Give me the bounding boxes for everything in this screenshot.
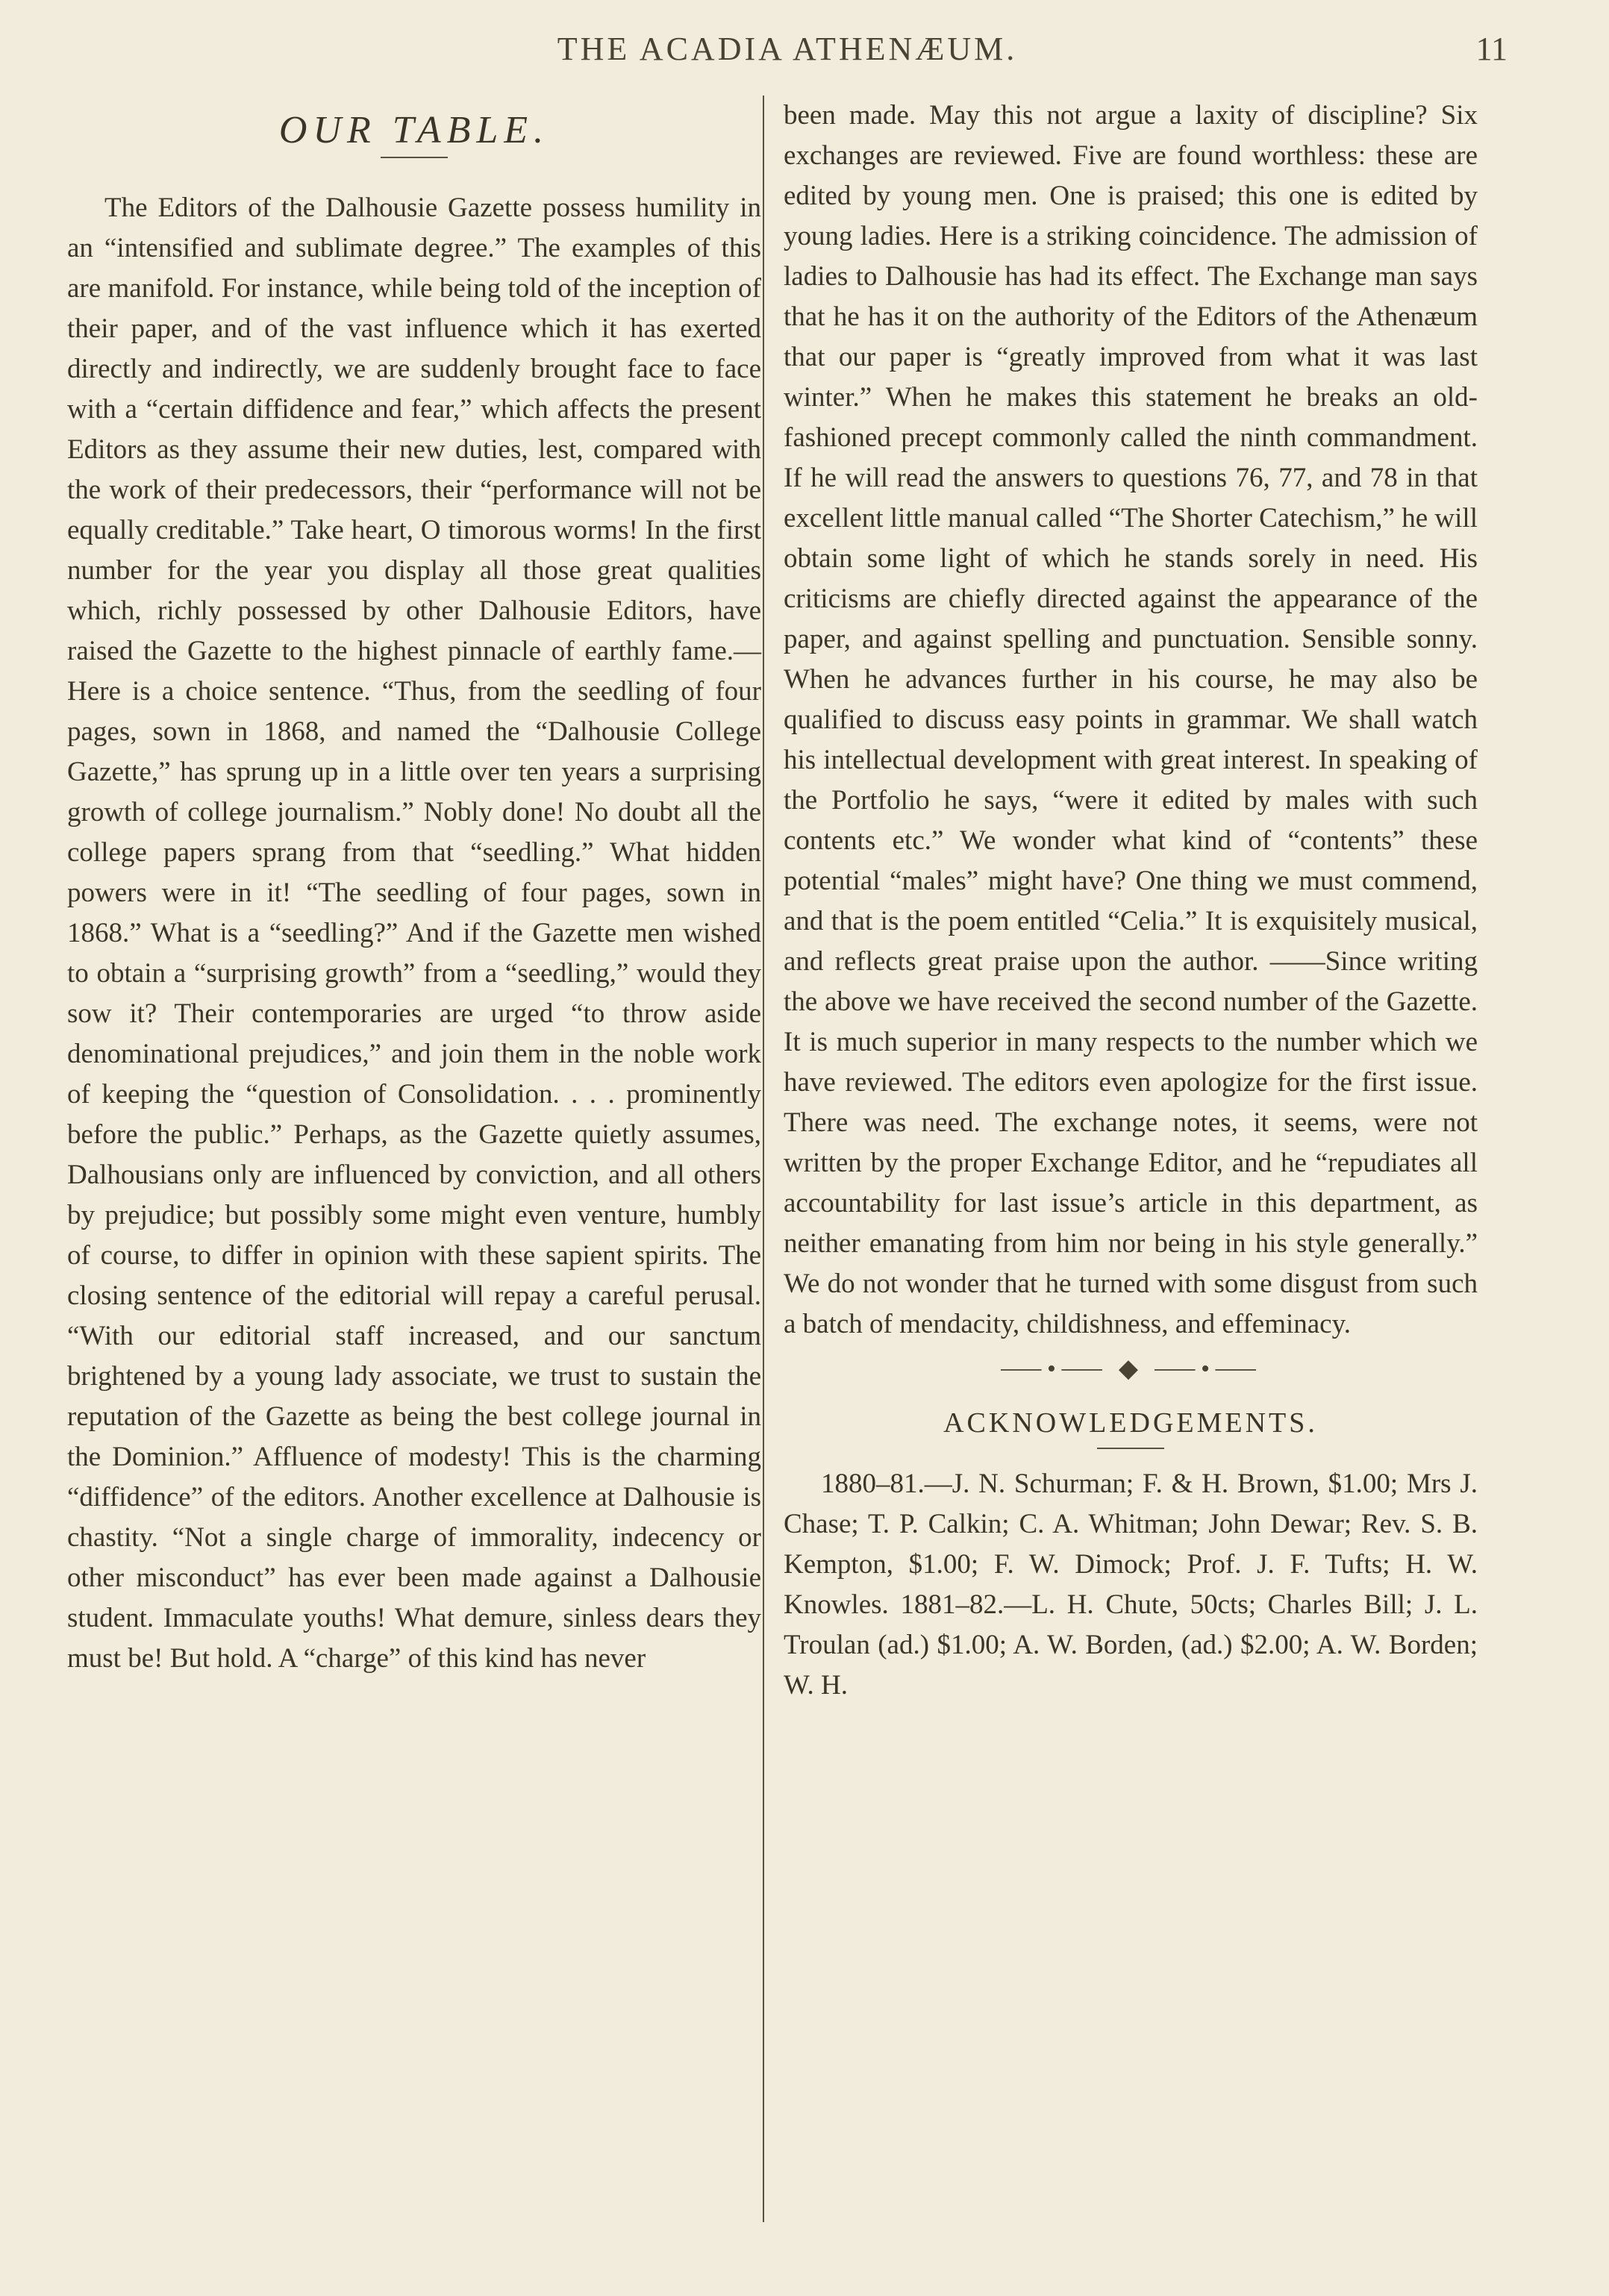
our-table-text: The Editors of the Dalhousie Gazette possess humility in an “intensified and sublimate degree.” The examples of this are manifold. For instance, while being told of the inception of their paper, and of the vast influence which it has exerted directly and indirectly, we are suddenly brought face to face with a “certain diffidence and fear,” which affects the present Editors as they assume their new duties, lest, compared with the work of their predecessors, their “performance will not be equally creditable.” Take heart, O timorous worms! In the first number for the year you display all those great qualities which, richly possessed by other Dalhousie Editors, have raised the Gazette to the highest pinnacle of earthly fame.—Here is a choice sentence. “Thus, from the seedling of four pages, sown in 1868, and named the “Dalhousie College Gazette,” has sprung up in a little over ten years a surprising growth of college journalism.” Nobly done! No doubt all the college papers sprang from that “seedling.” What hidden powers were in it! “The seedling of four pages, sown in 1868.” What is a “seedling?” And if the Gazette men wished to obtain a “surprising growth” from a “seedling,” would they sow it? Their contemporaries are urged “to throw aside denominational prejudices,” and join them in the noble work of keeping the “question of Consolidation. . . . prominently before the public.” Perhaps, as the Gazette quietly assumes, Dalhousians only are influenced by conviction, and all others by prejudice; but possibly some might even venture, humbly of course, to differ in opinion with these sapient spirits. The closing sentence of the editorial will repay a careful perusal. “With our editorial staff increased, and our sanctum brightened by a young lady associate, we trust to sustain the reputation of the Gazette as being the best college journal in the Dominion.” Affluence of modesty! This is the charming “diffidence” of the editors. Another excellence at Dalhousie is chastity. “Not a single charge of immorality, indecency or other misconduct” has ever been made against a Dalhousie student. Immaculate youths! What demure, sinless dears they must be! But hold. A “charge” of this kind has never <box>67 193 761 1674</box>
title-rule <box>381 157 448 158</box>
page-header <box>67 30 1508 75</box>
section-title: OUR TABLE. <box>278 109 550 151</box>
acknowledgements-rule <box>1097 1448 1164 1449</box>
right-column <box>784 96 1478 1706</box>
acknowledgements-text: 1880–81.—J. N. Schurman; F. & H. Brown, $1.00; Mrs J. Chase; T. P. Calkin; C. A. Whitman; John Dewar; Rev. S. B. Kempton, $1.00; F. W. Dimock; Prof. J. F. Tufts; H. W. Knowles. 1881–82.—L. H. Chute, 50cts; Charles Bill; J. L. Troulan (ad.) $1.00; A. W. Borden, (ad.) $2.00; A. W. Borden; W. H. <box>784 1468 1478 1701</box>
page-number: 11 <box>1475 31 1508 67</box>
section-ornament: ⸺•⸺ ◆ ⸺•⸺ <box>999 1355 1262 1383</box>
acknowledgements-title: ACKNOWLEDGEMENTS. <box>943 1407 1318 1439</box>
running-title: THE ACADIA ATHENÆUM. <box>557 31 1018 67</box>
column-divider <box>763 96 764 2222</box>
left-column <box>67 96 761 1679</box>
our-table-continued-text: been made. May this not argue a laxity of discipline? Six exchanges are reviewed. Five are found worthless: these are edited by young men. One is praised; this one is edited by young ladies. Here is a striking coincidence. The admission of ladies to Dalhousie has had its effect. The Exchange man says that he has it on the authority of the Editors of the Athenæum that our paper is “greatly improved from what it was last winter.” When he makes this statement he breaks an old-fashioned precept commonly called the ninth commandment. If he will read the answers to questions 76, 77, and 78 in that excellent little manual called “The Shorter Catechism,” he will obtain some light of which he stands sorely in need. His criticisms are chiefly directed against the appearance of the paper, and against spelling and punctuation. Sensible sonny. When he advances further in his course, he may also be qualified to discuss easy points in grammar. We shall watch his intellectual development with great interest. In speaking of the Portfolio he says, “were it edited by males with such contents etc.” We wonder what kind of “contents” these potential “males” might have? One thing we must commend, and that is the poem entitled “Celia.” It is exquisitely musical, and reflects great praise upon the author. ——Since writing the above we have received the second number of the Gazette. It is much superior in many respects to the number which we have reviewed. The editors even apologize for the first issue. There was need. The exchange notes, it seems, were not written by the proper Exchange Editor, and he “repudiates all accountability for last issue’s article in this department, as neither emanating from him nor being in his style generally.” We do not wonder that he turned with some disgust from such a batch of mendacity, childishness, and effeminacy. <box>784 100 1478 1339</box>
